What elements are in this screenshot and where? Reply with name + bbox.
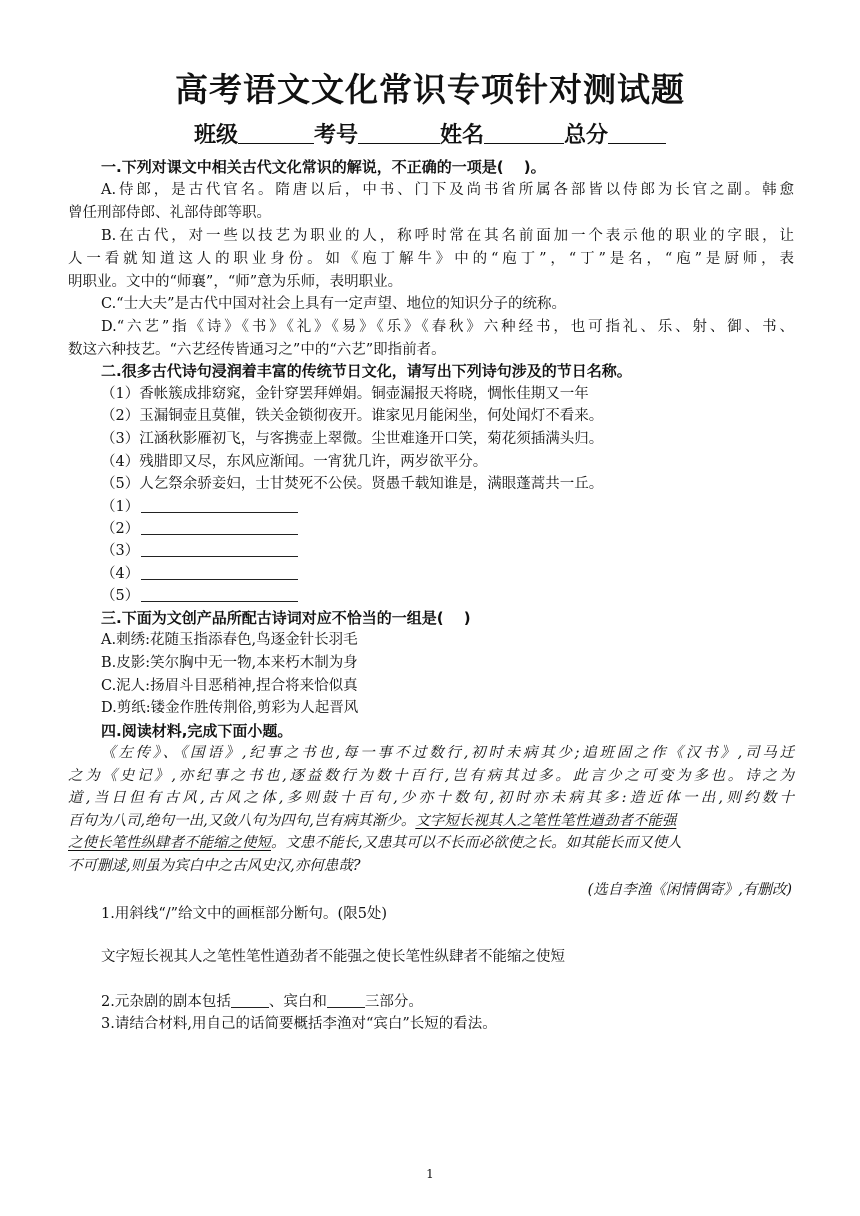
q4-passage-line4-text: 百句为八司,绝句一出,又敛八句为四句,岂有病其渐少。 (68, 813, 416, 829)
q4-underlined-text-1: 文字短长视其人之笔性笔性遒劲者不能强 (415, 813, 677, 829)
q1-option-d-line2: 数这六种技艺。“六艺经传皆通习之”中的“六艺”即指前者。 (68, 342, 446, 358)
q3-option-b: B.皮影:笑尔胸中无一物,本来朽木制为身 (101, 655, 358, 671)
q1-option-b-line1: B.在古代，对一些以技艺为职业的人，称呼时常在其名前面加一个表示他的职业的字眼，让 (101, 228, 794, 244)
q2-poem-4: （4）残腊即又尽，东风应渐闻。一宵犹几许，两岁欲平分。 (101, 454, 488, 470)
q4-source: (选自李渔《闲情偶寄》,有删改) (587, 882, 792, 898)
q4-passage-line5 (68, 833, 682, 853)
class-blank[interactable] (238, 123, 314, 144)
q4-s2-blank-1[interactable] (231, 993, 269, 1008)
student-info-line (0, 118, 860, 149)
q2-answer-row-2 (101, 519, 298, 539)
score-label: 总分 (564, 123, 609, 148)
q4-passage-line5-text: 。文患不能长,又患其可以不长而必欲使之长。如其能长而又使人 (271, 835, 682, 851)
name-blank[interactable] (484, 123, 564, 144)
q2-answer-label-1: （1） (101, 499, 140, 515)
q4-passage-line1: 《左传》、《国语》,纪事之书也,每一事不过数行,初时未病其少;追班固之作《汉书》,司马迁 (101, 745, 794, 761)
page-number: 1 (426, 1167, 434, 1181)
page-title: 高考语文文化常识专项针对测试题 (175, 70, 685, 109)
q2-answer-row-4 (101, 564, 298, 584)
number-label: 考号 (313, 123, 358, 148)
q4-s2-part-b: 、宾白和 (268, 994, 327, 1010)
q2-answer-row-3 (101, 541, 298, 561)
name-label: 姓名 (440, 123, 485, 148)
q3-heading: 三.下面为文创产品所配古诗词对应不恰当的一组是( ) (101, 609, 471, 627)
q4-passage-line3: 道,当日但有古风,古风之体,多则鼓十百句,少亦十数句,初时亦未病其多:造近体一出,则约数十 (68, 790, 794, 806)
q4-passage-line2: 之为《史记》,亦纪事之书也,逐益数行为数十百行,岂有病其过多。此言少之可变为多也。诗之为 (68, 768, 794, 784)
q1-option-b-line3: 明职业。文中的“师襄”，“师”意为乐师，表明职业。 (68, 274, 403, 290)
q2-answer-row-5 (101, 586, 298, 606)
q4-passage-line4 (68, 811, 676, 831)
q2-poem-1: （1）香帐簇成排窈窕，金针穿罢拜婵娟。铜壶漏报天将晓，惆怅佳期又一年 (101, 386, 589, 402)
q2-answer-label-4: （4） (101, 566, 140, 582)
q2-answer-blank-1[interactable] (141, 498, 298, 513)
q1-option-d-line1: D.“六艺”指《诗》《书》《礼》《易》《乐》《春秋》六种经书，也可指礼、乐、射、御、书、 (101, 319, 794, 335)
q2-poem-2: （2）玉漏铜壶且莫催，铁关金锁彻夜开。谁家见月能闲坐，何处闻灯不看来。 (101, 408, 604, 424)
q2-answer-blank-2[interactable] (141, 520, 298, 535)
q2-poem-3: （3）江涵秋影雁初飞，与客携壶上翠微。尘世难逢开口笑，菊花须插满头归。 (101, 431, 604, 447)
q4-subquestion-1-text: 文字短长视其人之笔性笔性遒劲者不能强之使长笔性纵肆者不能缩之使短 (101, 949, 565, 965)
q3-option-a: A.刺绣:花随玉指添春色,鸟逐金针长羽毛 (101, 632, 358, 648)
q2-heading: 二.很多古代诗句浸润着丰富的传统节日文化，请写出下列诗句涉及的节日名称。 (101, 362, 632, 380)
q2-answer-label-5: （5） (101, 588, 140, 604)
q4-s2-blank-2[interactable] (327, 993, 365, 1008)
q2-answer-blank-3[interactable] (141, 542, 298, 557)
q4-s2-part-a: 2.元杂剧的剧本包括 (101, 994, 231, 1010)
score-blank[interactable] (608, 123, 666, 144)
q1-option-c: C.“士大夫”是古代中国对社会上具有一定声望、地位的知识分子的统称。 (101, 296, 567, 312)
q1-option-b-line2: 人一看就知道这人的职业身份。如《庖丁解牛》中的“庖丁”，“丁”是名，“庖”是厨师，表 (68, 251, 794, 267)
class-label: 班级 (193, 123, 238, 148)
q4-subquestion-2 (101, 992, 423, 1012)
q1-heading: 一.下列对课文中相关古代文化常识的解说，不正确的一项是( )。 (101, 158, 546, 176)
q2-answer-row-1 (101, 497, 298, 517)
q1-option-a-line1: A.侍郎，是古代官名。隋唐以后，中书、门下及尚书省所属各部皆以侍郎为长官之副。韩愈 (101, 182, 794, 198)
q4-subquestion-1: 1.用斜线“/”给文中的画框部分断句。(限5处) (101, 906, 388, 922)
q2-answer-label-3: （3） (101, 543, 140, 559)
q3-option-c: C.泥人:扬眉斗目恶稍神,捏合将来恰似真 (101, 678, 358, 694)
q4-heading: 四.阅读材料,完成下面小题。 (101, 722, 293, 740)
q2-poem-5: （5）人乞祭余骄妾妇，士甘焚死不公侯。贤愚千载知谁是，满眼蓬蒿共一丘。 (101, 476, 604, 492)
q2-answer-blank-4[interactable] (141, 565, 298, 580)
q2-answer-label-2: （2） (101, 521, 140, 537)
number-blank[interactable] (358, 123, 440, 144)
q2-answer-blank-5[interactable] (141, 587, 298, 602)
q4-underlined-text-2: 之使长笔性纵肆者不能缩之使短 (68, 835, 271, 851)
q4-s2-part-c: 三部分。 (364, 994, 423, 1010)
q3-option-d: D.剪纸:镂金作胜传荆俗,剪彩为人起晋风 (101, 700, 359, 716)
q1-option-a-line2: 曾任刑部侍郎、礼部侍郎等职。 (68, 205, 271, 221)
q4-subquestion-3: 3.请结合材料,用自己的话简要概括李渔对“宾白”长短的看法。 (101, 1016, 497, 1032)
q4-passage-line6: 不可删逑,则虽为宾白中之古风史汉,亦何患哉? (68, 858, 361, 874)
